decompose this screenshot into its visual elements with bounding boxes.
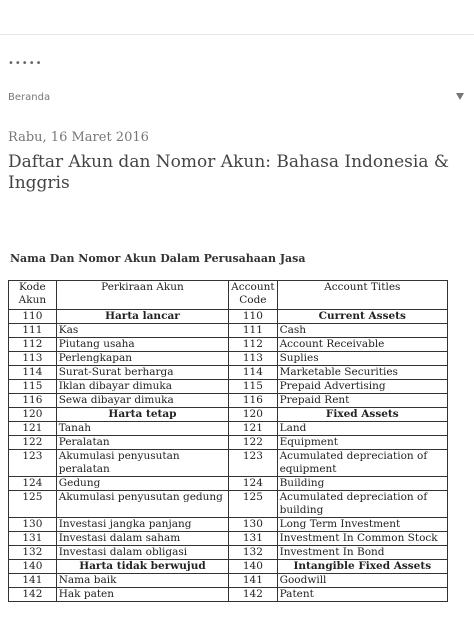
account-code-cell: 125 <box>229 491 277 518</box>
table-row <box>9 422 448 436</box>
account-title-cell: Building <box>277 477 447 491</box>
account-title-cell: Long Term Investment <box>277 518 447 532</box>
account-title-cell: Prepaid Advertising <box>277 380 447 394</box>
perkiraan-cell: Akumulasi penyusutan gedung <box>56 491 228 518</box>
perkiraan-cell: Surat-Surat berharga <box>56 366 228 380</box>
account-title-cell: Account Receivable <box>277 338 447 352</box>
blog-logo[interactable]: ••••• <box>8 58 43 69</box>
table-row <box>9 532 448 546</box>
perkiraan-cell: Iklan dibayar dimuka <box>56 380 228 394</box>
perkiraan-cell: Nama baik <box>56 574 228 588</box>
table-row <box>9 394 448 408</box>
perkiraan-cell: Harta tetap <box>56 408 228 422</box>
account-code-cell: 113 <box>229 352 277 366</box>
account-code-cell: 115 <box>229 380 277 394</box>
account-code-cell: 122 <box>229 436 277 450</box>
account-code-cell: 140 <box>229 560 277 574</box>
perkiraan-cell: Hak paten <box>56 588 228 602</box>
table-row <box>9 518 448 532</box>
post-title[interactable]: Daftar Akun dan Nomor Akun: Bahasa Indonesia & Inggris <box>8 152 450 193</box>
kode-cell: 121 <box>9 422 57 436</box>
account-code-cell: 132 <box>229 546 277 560</box>
kode-cell: 142 <box>9 588 57 602</box>
kode-cell: 125 <box>9 491 57 518</box>
kode-cell: 114 <box>9 366 57 380</box>
account-code-cell: 114 <box>229 366 277 380</box>
kode-cell: 130 <box>9 518 57 532</box>
table-row <box>9 588 448 602</box>
table-row <box>9 546 448 560</box>
post-date: Rabu, 16 Maret 2016 <box>8 130 149 145</box>
perkiraan-cell: Tanah <box>56 422 228 436</box>
kode-cell: 132 <box>9 546 57 560</box>
kode-cell: 141 <box>9 574 57 588</box>
table-row <box>9 436 448 450</box>
perkiraan-cell: Harta lancar <box>56 310 228 324</box>
kode-cell: 120 <box>9 408 57 422</box>
account-code-cell: 142 <box>229 588 277 602</box>
nav-home-link[interactable]: Beranda <box>8 92 51 103</box>
perkiraan-cell: Peralatan <box>56 436 228 450</box>
account-title-cell: Patent <box>277 588 447 602</box>
header-account-titles: Account Titles <box>277 281 447 310</box>
chevron-down-icon[interactable] <box>456 93 464 100</box>
perkiraan-cell: Perlengkapan <box>56 352 228 366</box>
kode-cell: 122 <box>9 436 57 450</box>
account-code-cell: 141 <box>229 574 277 588</box>
account-title-cell: Investment In Common Stock <box>277 532 447 546</box>
table-row <box>9 491 448 518</box>
perkiraan-cell: Investasi dalam obligasi <box>56 546 228 560</box>
table-header-row <box>9 281 448 310</box>
account-title-cell: Equipment <box>277 436 447 450</box>
account-code-cell: 116 <box>229 394 277 408</box>
account-title-cell: Land <box>277 422 447 436</box>
table-row <box>9 324 448 338</box>
table-row <box>9 408 448 422</box>
kode-cell: 110 <box>9 310 57 324</box>
perkiraan-cell: Sewa dibayar dimuka <box>56 394 228 408</box>
header-perkiraan-akun: Perkiraan Akun <box>56 281 228 310</box>
kode-cell: 111 <box>9 324 57 338</box>
kode-cell: 124 <box>9 477 57 491</box>
kode-cell: 115 <box>9 380 57 394</box>
account-code-cell: 120 <box>229 408 277 422</box>
account-title-cell: Prepaid Rent <box>277 394 447 408</box>
table-row <box>9 380 448 394</box>
account-title-cell: Current Assets <box>277 310 447 324</box>
kode-cell: 131 <box>9 532 57 546</box>
header-divider <box>0 34 474 35</box>
perkiraan-cell: Harta tidak berwujud <box>56 560 228 574</box>
kode-cell: 140 <box>9 560 57 574</box>
account-title-cell: Cash <box>277 324 447 338</box>
account-title-cell: Investment In Bond <box>277 546 447 560</box>
account-table <box>8 280 448 602</box>
account-code-cell: 111 <box>229 324 277 338</box>
perkiraan-cell: Piutang usaha <box>56 338 228 352</box>
account-title-cell: Acumulated depreciation of building <box>277 491 447 518</box>
perkiraan-cell: Gedung <box>56 477 228 491</box>
kode-cell: 116 <box>9 394 57 408</box>
kode-cell: 112 <box>9 338 57 352</box>
account-title-cell: Fixed Assets <box>277 408 447 422</box>
account-title-cell: Goodwill <box>277 574 447 588</box>
table-row <box>9 310 448 324</box>
perkiraan-cell: Kas <box>56 324 228 338</box>
table-row <box>9 450 448 477</box>
kode-cell: 123 <box>9 450 57 477</box>
account-code-cell: 124 <box>229 477 277 491</box>
account-code-cell: 112 <box>229 338 277 352</box>
table-row <box>9 574 448 588</box>
table-row <box>9 477 448 491</box>
kode-cell: 113 <box>9 352 57 366</box>
header-account-code: Account Code <box>229 281 277 310</box>
account-code-cell: 110 <box>229 310 277 324</box>
table-caption: Nama Dan Nomor Akun Dalam Perusahaan Jasa <box>10 252 306 265</box>
account-code-cell: 130 <box>229 518 277 532</box>
account-code-cell: 121 <box>229 422 277 436</box>
account-title-cell: Marketable Securities <box>277 366 447 380</box>
header-kode-akun: Kode Akun <box>9 281 57 310</box>
table-row <box>9 338 448 352</box>
account-title-cell: Acumulated depreciation of equipment <box>277 450 447 477</box>
account-code-cell: 123 <box>229 450 277 477</box>
account-title-cell: Intangible Fixed Assets <box>277 560 447 574</box>
perkiraan-cell: Investasi dalam saham <box>56 532 228 546</box>
table-row <box>9 560 448 574</box>
account-code-cell: 131 <box>229 532 277 546</box>
perkiraan-cell: Akumulasi penyusutan peralatan <box>56 450 228 477</box>
perkiraan-cell: Investasi jangka panjang <box>56 518 228 532</box>
table-row <box>9 366 448 380</box>
table-row <box>9 352 448 366</box>
account-title-cell: Suplies <box>277 352 447 366</box>
